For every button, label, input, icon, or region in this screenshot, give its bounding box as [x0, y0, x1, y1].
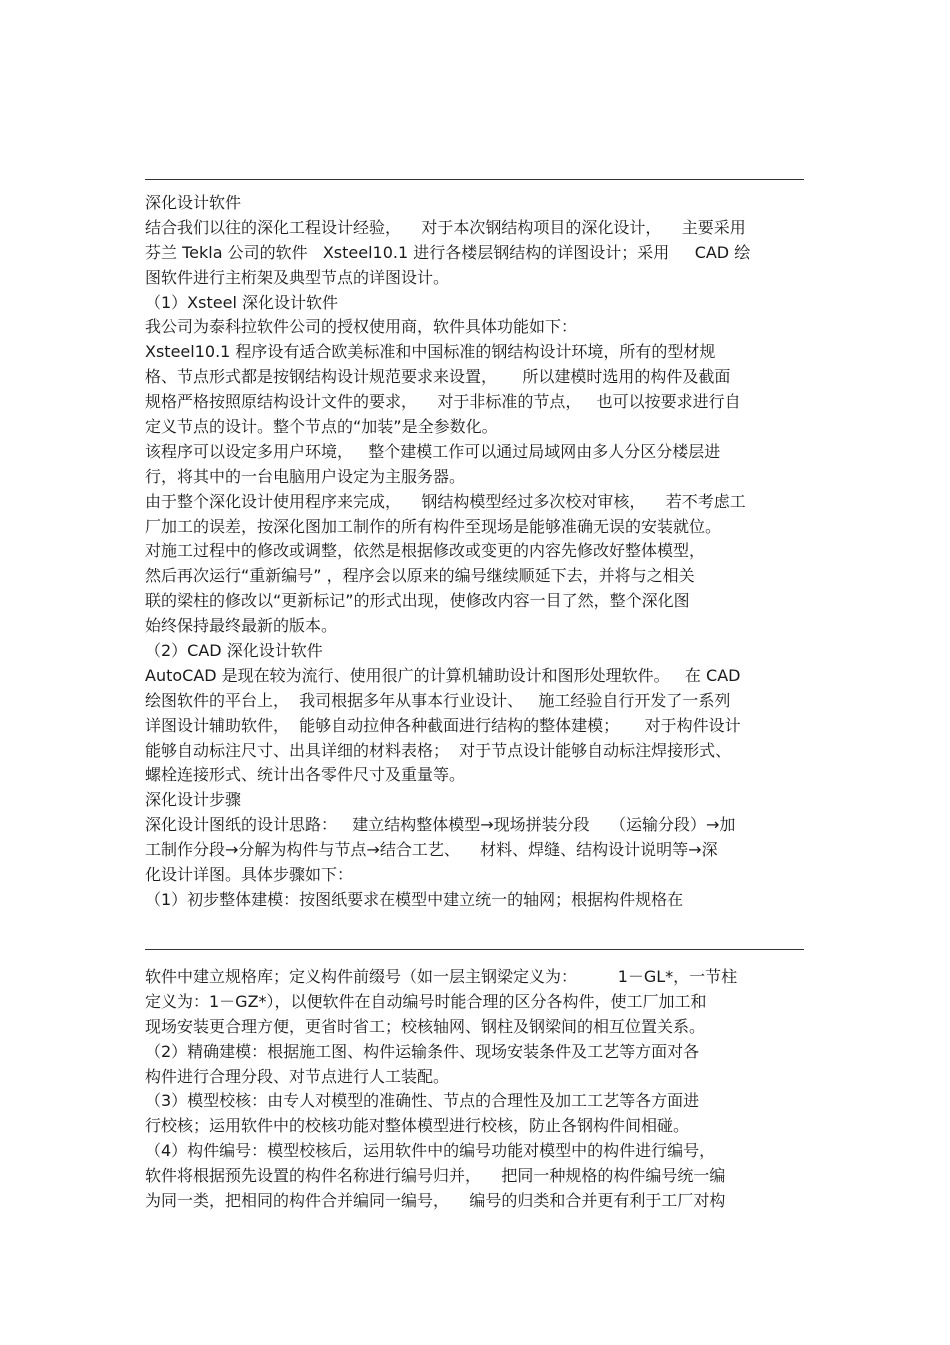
text-line: 为同一类，把相同的构件合并编同一编号， 编号的归类和合并更有利于工厂对构: [145, 1191, 726, 1211]
text-line: 该程序可以设定多用户环境， 整个建模工作可以通过局域网由多人分区分楼层进: [145, 441, 721, 461]
text-line: 我公司为泰科拉软件公司的授权使用商，软件具体功能如下：: [145, 317, 578, 337]
text-line: 详图设计辅助软件， 能够自动拉伸各种截面进行结构的整体建模； 对于构件设计: [145, 715, 741, 735]
page1-text-block: [145, 191, 810, 913]
text-line: 图软件进行主桁架及典型节点的详图设计。: [145, 267, 450, 287]
page-top-rule: [145, 179, 804, 180]
text-line: 联的梁柱的修改以“更新标记”的形式出现，使修改内容一目了然，整个深化图: [145, 591, 690, 611]
text-line: （4）构件编号：模型校核后，运用软件中的编号功能对模型中的构件进行编号，: [145, 1141, 716, 1161]
subsection-heading: （1）Xsteel 深化设计软件: [145, 292, 338, 312]
page2-text-block: [145, 965, 810, 1214]
text-line: 现场安装更合理方便，更省时省工；校核轴网、钢柱及钢梁间的相互位置关系。: [145, 1016, 706, 1036]
text-line: 格、节点形式都是按钢结构设计规范要求来设置， 所以建模时选用的构件及截面: [145, 367, 731, 387]
text-line: AutoCAD 是现在较为流行、使用很广的计算机辅助设计和图形处理软件。 在 CAD: [145, 665, 741, 685]
section-heading: 深化设计步骤: [145, 790, 242, 810]
text-line: 对施工过程中的修改或调整，依然是根据修改或变更的内容先修改好整体模型，: [145, 541, 706, 561]
text-line: 深化设计图纸的设计思路： 建立结构整体模型→现场拼装分段 （运输分段）→加: [145, 815, 736, 835]
text-line: 能够自动标注尺寸、出具详细的材料表格； 对于节点设计能够自动标注焊接形式、: [145, 740, 732, 760]
text-line: 行，将其中的一台电脑用户设定为主服务器。: [145, 466, 466, 486]
text-line: （1）初步整体建模：按图纸要求在模型中建立统一的轴网；根据构件规格在: [145, 889, 684, 909]
text-line: 构件进行合理分段、对节点进行人工装配。: [145, 1066, 450, 1086]
text-line: 由于整个深化设计使用程序来完成， 钢结构模型经过多次校对审核， 若不考虑工: [145, 491, 746, 511]
text-line: 厂加工的误差，按深化图加工制作的所有构件至现场是能够准确无误的安装就位。: [145, 516, 722, 536]
text-line: 螺栓连接形式、统计出各零件尺寸及重量等。: [145, 765, 466, 785]
page-break-rule: [145, 949, 804, 950]
text-line: Xsteel10.1 程序设有适合欧美标准和中国标准的钢结构设计环境，所有的型材规: [145, 342, 716, 362]
section-heading: 深化设计软件: [145, 193, 242, 212]
text-line: 规格严格按照原结构设计文件的要求， 对于非标准的节点， 也可以按要求进行自: [145, 392, 741, 412]
text-line: 软件中建立规格库；定义构件前缀号（如一层主钢梁定义为： 1－GL*，一节柱: [145, 967, 738, 986]
text-line: 软件将根据预先设置的构件名称进行编号归并， 把同一种规格的构件编号统一编: [145, 1166, 726, 1186]
text-line: 化设计详图。具体步骤如下：: [145, 865, 354, 885]
text-line: （3）模型校核：由专人对模型的准确性、节点的合理性及加工工艺等各方面进: [145, 1091, 700, 1111]
text-line: 然后再次运行“重新编号” ，程序会以原来的编号继续顺延下去，并将与之相关: [145, 566, 695, 586]
text-line: 定义节点的设计。整个节点的“加装”是全参数化。: [145, 417, 498, 437]
text-line: 行校核；运用软件中的校核功能对整体模型进行校核，防止各钢构件间相碰。: [145, 1116, 690, 1136]
text-line: 芬兰 Tekla 公司的软件 Xsteel10.1 进行各楼层钢结构的详图设计；采用 CAD 绘: [145, 242, 751, 262]
text-line: （2）精确建模：根据施工图、构件运输条件、现场安装条件及工艺等方面对各: [145, 1041, 700, 1061]
text-line: 绘图软件的平台上， 我司根据多年从事本行业设计、 施工经验自行开发了一系列: [145, 690, 731, 710]
text-line: 结合我们以往的深化工程设计经验， 对于本次钢结构项目的深化设计， 主要采用: [145, 217, 746, 237]
subsection-heading: （2）CAD 深化设计软件: [145, 641, 323, 661]
text-line: 始终保持最终最新的版本。: [145, 616, 338, 636]
text-line: 工制作分段→分解为构件与节点→结合工艺、 材料、焊缝、结构设计说明等→深: [145, 840, 718, 860]
text-line: 定义为：1－GZ*），以便软件在自动编号时能合理的区分各构件，使工厂加工和: [145, 991, 707, 1011]
